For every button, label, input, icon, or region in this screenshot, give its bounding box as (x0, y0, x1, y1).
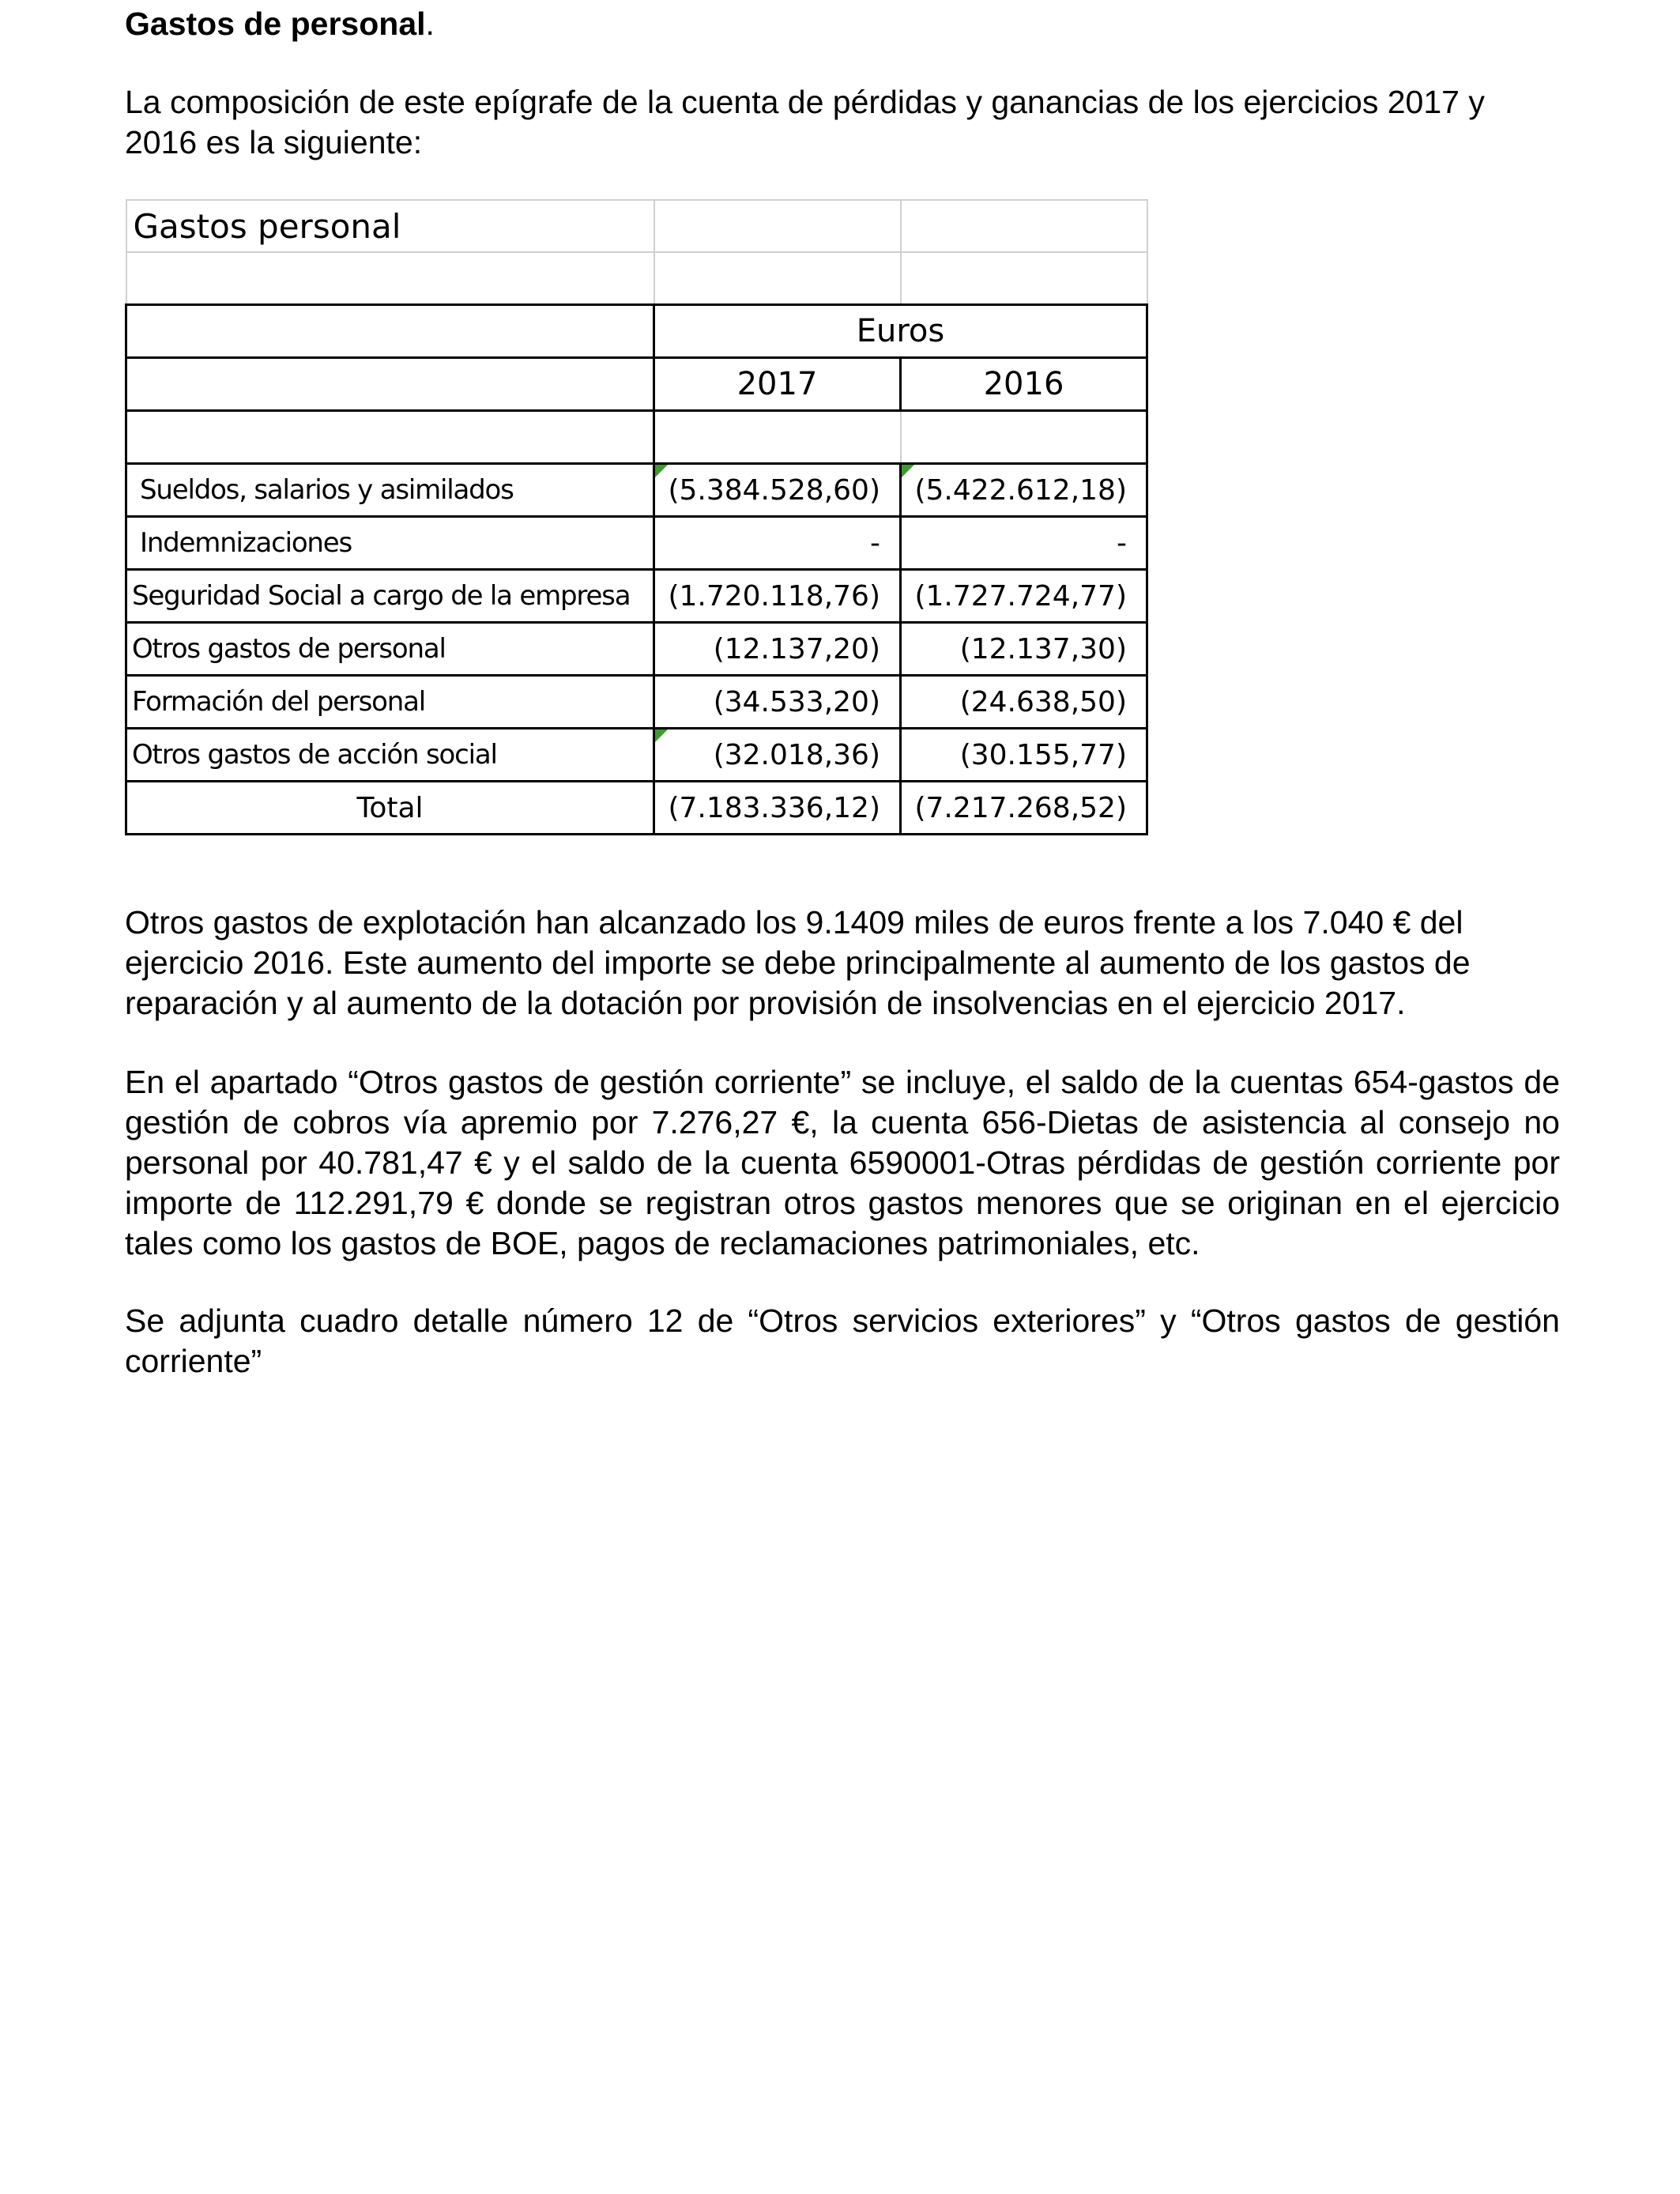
empty-cell (126, 358, 654, 411)
table-blank-row (126, 411, 1147, 464)
comment-marker-icon (655, 729, 668, 742)
year-2017-header: 2017 (654, 358, 901, 411)
year-2016-header: 2016 (901, 358, 1147, 411)
empty-cell (901, 200, 1147, 252)
empty-cell (654, 252, 901, 305)
personnel-expenses-table (125, 199, 1148, 835)
table-row (126, 464, 1147, 517)
row-value-2016: (24.638,50) (901, 676, 1147, 729)
empty-cell (126, 305, 654, 358)
row-value-2017-text: (32.018,36) (713, 738, 880, 771)
total-label: Total (126, 782, 654, 835)
comment-marker-icon (902, 465, 914, 477)
total-value-2016: (7.217.268,52) (901, 782, 1147, 835)
row-label: Seguridad Social a cargo de la empresa (126, 570, 654, 623)
row-value-2017 (654, 464, 901, 517)
empty-cell (126, 252, 654, 305)
row-label: Formación del personal (126, 676, 654, 729)
table-total-row (126, 782, 1147, 835)
row-value-2016-text: (5.422.612,18) (914, 473, 1127, 507)
gestion-corriente-paragraph: En el apartado “Otros gastos de gestión corriente” se incluye, el saldo de la cuentas 654-gastos de gestión de cobros vía apremio por 7.276,27 €, la cuenta 656-Dietas de asistencia al consejo no personal por 40.781,47 € y el saldo de la cuenta 6590001-Otras pérdidas de gestión corriente por importe de 112.291,79 € donde se registran otros gastos menores que se originan en el ejercicio tales como los gastos de BOE, pagos de reclamaciones patrimoniales, etc. (125, 1064, 1560, 1261)
row-value-2016: (12.137,30) (901, 623, 1147, 676)
empty-cell (654, 200, 901, 252)
row-value-2016: - (901, 517, 1147, 570)
table-title-row (126, 200, 1147, 252)
table-row (126, 729, 1147, 782)
section-heading (125, 3, 435, 44)
row-value-2017: - (654, 517, 901, 570)
table-row (126, 517, 1147, 570)
cuadro-detalle-paragraph: Se adjunta cuadro detalle número 12 de “Otros servicios exteriores” y “Otros gastos de gestión corriente” (125, 1302, 1560, 1379)
table-row (126, 570, 1147, 623)
table-title: Gastos personal (126, 200, 654, 252)
row-value-2017-text: (5.384.528,60) (668, 473, 880, 507)
personnel-expenses-table-wrapper (125, 199, 1148, 835)
empty-cell (654, 411, 901, 464)
row-value-2017: (1.720.118,76) (654, 570, 901, 623)
comment-marker-icon (655, 465, 668, 477)
intro-paragraph: La composición de este epígrafe de la cuenta de pérdidas y ganancias de los ejercicios 2017 y 2016 es la siguiente: (125, 84, 1485, 160)
section-heading-punct: . (425, 6, 435, 42)
row-value-2016: (30.155,77) (901, 729, 1147, 782)
year-header-row (126, 358, 1147, 411)
empty-cell (901, 252, 1147, 305)
explotacion-paragraph: Otros gastos de explotación han alcanzado los 9.1409 miles de euros frente a los 7.040 € del ejercicio 2016. Este aumento del importe se debe principalmente al aumento de los gastos de reparación y al aumento de la dotación por provisión de insolvencias en el ejercicio 2017. (125, 904, 1471, 1021)
row-value-2017: (34.533,20) (654, 676, 901, 729)
section-heading-bold: Gastos de personal (125, 6, 426, 42)
row-value-2017: (12.137,20) (654, 623, 901, 676)
row-label: Indemnizaciones (126, 517, 654, 570)
empty-cell (901, 411, 1147, 464)
table-row (126, 623, 1147, 676)
row-value-2017 (654, 729, 901, 782)
currency-header: Euros (654, 305, 1147, 358)
empty-cell (126, 411, 654, 464)
table-spacer-row (126, 252, 1147, 305)
row-label: Sueldos, salarios y asimilados (126, 464, 654, 517)
currency-header-row (126, 305, 1147, 358)
row-label: Otros gastos de acción social (126, 729, 654, 782)
row-value-2016: (1.727.724,77) (901, 570, 1147, 623)
row-label: Otros gastos de personal (126, 623, 654, 676)
row-value-2016 (901, 464, 1147, 517)
total-value-2017: (7.183.336,12) (654, 782, 901, 835)
table-row (126, 676, 1147, 729)
